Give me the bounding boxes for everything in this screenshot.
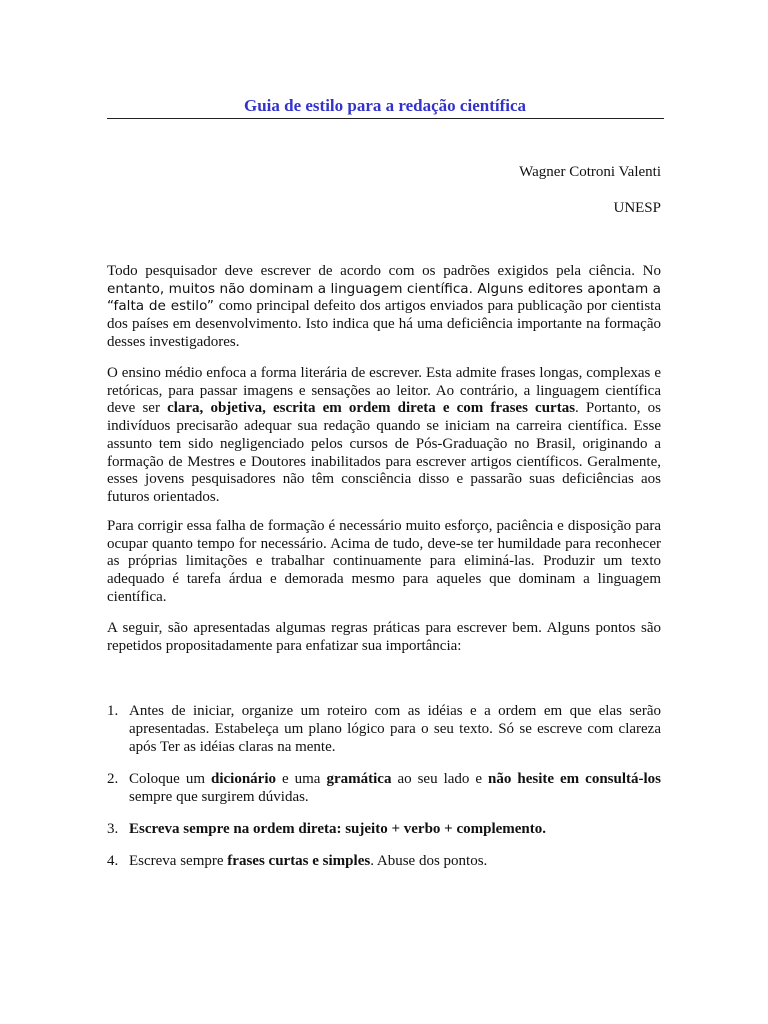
list-item	[107, 770, 661, 806]
paragraph-1-part-b: entanto, muitos não dominam a linguagem científica. Alguns editores apontam a “falta de estilo”	[107, 280, 661, 315]
paragraph-2-emphasis: clara, objetiva, escrita em ordem direta e com frases curtas	[167, 400, 576, 417]
title-divider	[107, 118, 664, 119]
list-item-text: Antes de iniciar, organize um roteiro com as idéias e a ordem em que elas serão apresentadas. Estabeleça um plano lógico para o seu texto. Só se escreve com clareza após Ter as idéias claras na mente.	[129, 703, 661, 755]
institution-name: UNESP	[613, 200, 661, 216]
list-item-bold-1: dicionário	[210, 771, 276, 787]
list-item	[107, 702, 661, 756]
document-title: Guia de estilo para a redação científica	[243, 96, 527, 115]
list-item-bold-3: não hesite em consultá-los	[488, 771, 662, 787]
list-item-number: 3.	[107, 821, 119, 837]
list-item-text-b: . Abuse dos pontos.	[370, 853, 488, 869]
list-item-text-a: Coloque um	[129, 771, 211, 787]
list-item-number: 2.	[107, 771, 119, 787]
list-item-number: 1.	[107, 703, 119, 719]
paragraph-2	[107, 365, 661, 507]
list-item	[107, 852, 661, 870]
list-item-text-c: e uma	[276, 771, 327, 787]
paragraph-3: Para corrigir essa falha de formação é necessário muito esforço, paciência e disposição para ocupar quanto tempo for necessário. Acima de tudo, deve-se ter humildade para reconhecer as próprias limitações e trabalhar continuamente para eliminá-las. Produzir um texto adequado é tarefa árdua e demorada mesmo para aqueles que dominam a linguagem científica.	[107, 518, 661, 605]
paragraph-1	[107, 263, 661, 352]
rules-list	[107, 702, 661, 884]
list-item-text-a: Escreva sempre	[129, 853, 228, 869]
paragraph-1-part-c: como principal defeito dos artigos enviados para publicação por cientista dos países em desenvolvimento. Isto indica que há uma deficiência importante na formação desses investigadores.	[107, 298, 661, 350]
list-item-text-d: ao seu lado e	[391, 771, 489, 787]
paragraph-2-part-b: . Portanto, os indivíduos precisarão adequar sua redação quando se iniciam na carreira científica. Esse assunto tem sido negligenciado pelos cursos de Pós-Graduação no Brasil, originando a formação de Mestres e Doutores inabilitados para escrever artigos científicos. Geralmente, esses jovens pesquisadores não têm consciência disso e passarão suas deficiências aos futuros orientados.	[107, 400, 661, 505]
list-item	[107, 820, 661, 838]
list-item-bold: Escreva sempre na ordem direta: sujeito + verbo + complemento.	[129, 821, 547, 837]
paragraph-4: A seguir, são apresentadas algumas regras práticas para escrever bem. Alguns pontos são repetidos propositadamente para enfatizar sua importância:	[107, 620, 661, 654]
list-item-bold: frases curtas e simples	[227, 853, 371, 869]
list-item-number: 4.	[107, 853, 119, 869]
paragraph-2-part-a: O ensino médio enfoca a forma literária de escrever. Esta admite frases longas, complexas e retóricas, para passar imagens e sensações ao leitor. Ao contrário, a linguagem científica deve ser	[107, 365, 661, 417]
list-item-bold-2: gramática	[326, 771, 392, 787]
author-name: Wagner Cotroni Valenti	[519, 164, 661, 180]
paragraph-1-part-a: Todo pesquisador deve escrever de acordo com os padrões exigidos pela ciência. No	[107, 263, 661, 279]
list-item-text-e: sempre que surgirem dúvidas.	[129, 789, 309, 805]
